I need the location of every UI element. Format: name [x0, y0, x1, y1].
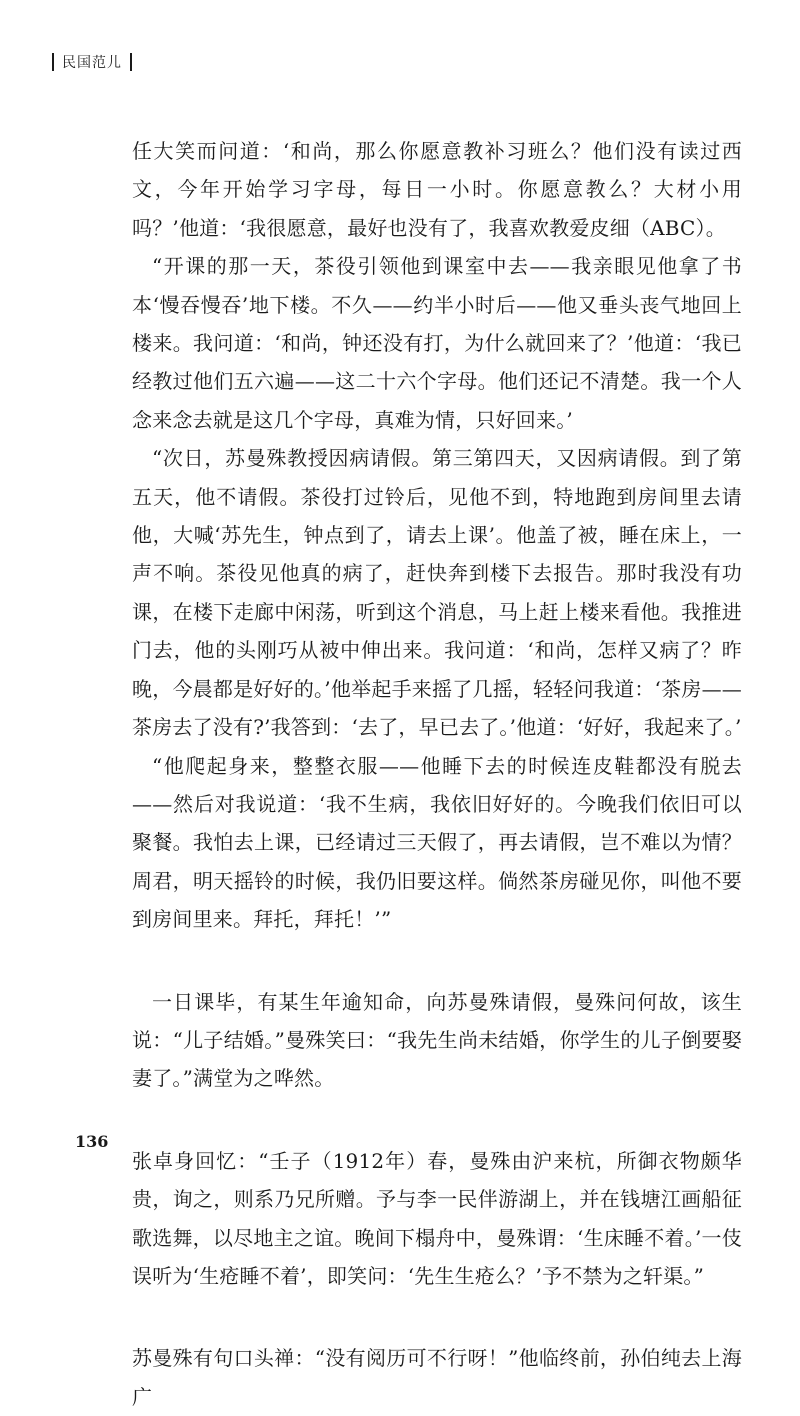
- paragraph: 苏曼殊有句口头禅：“没有阅历可不行呀！”他临终前，孙伯纯去上海广: [132, 1346, 742, 1409]
- body-text: [132, 132, 742, 1416]
- header-left-rule: [52, 53, 54, 71]
- anecdote-4: [132, 1339, 742, 1416]
- header-right-rule: [130, 53, 132, 71]
- book-title: 民国范儿: [62, 55, 122, 71]
- anecdote-2: [132, 983, 742, 1098]
- paragraph: 一日课毕，有某生年逾知命，向苏曼殊请假，曼殊问何故，该生说：“儿子结婚。”曼殊笑曰：“我先生尚未结婚，你学生的儿子倒要娶妻了。”满堂为之哗然。: [132, 989, 742, 1091]
- paragraph: 任大笑而问道：‘和尚，那么你愿意教补习班么？他们没有读过西文，今年开始学习字母，每日一小时。你愿意教么？大材小用吗？’他道：‘我很愿意，最好也没有了，我喜欢教爱皮细（ABC）。: [132, 139, 742, 240]
- page-number: 136: [75, 1132, 109, 1151]
- paragraph: 张卓身回忆：“壬子（1912年）春，曼殊由沪来杭，所御衣物颇华贵，询之，则系乃兄所赠。予与李一民伴游湖上，并在钱塘江画船征歌选舞，以尽地主之谊。晚间下榻舟中，曼殊谓：‘生床睡不着。’一伎误听为‘生疮睡不着’，即笑问：‘先生生疮么？’予不禁为之轩渠。”: [132, 1148, 742, 1288]
- anecdote-3: [132, 1142, 742, 1296]
- anecdote-1: [132, 132, 742, 939]
- running-header: [52, 50, 132, 74]
- paragraph: “次日，苏曼殊教授因病请假。第三第四天，又因病请假。到了第五天，他不请假。茶役打过铃后，见他不到，特地跑到房间里去请他，大喊‘苏先生，钟点到了，请去上课’。他盖了被，睡在床上，一声不响。茶役见他真的病了，赶快奔到楼下去报告。那时我没有功课，在楼下走廊中闲荡，听到这个消息，马上赶上楼来看他。我推进门去，他的头刚巧从被中伸出来。我问道：‘和尚，怎样又病了？昨晚，今晨都是好好的。’他举起手来摇了几摇，轻轻问我道：‘茶房——茶房去了没有?’我答到：‘去了，早已去了。’他道：‘好好，我起来了。’: [132, 446, 742, 740]
- paragraph: “他爬起身来，整整衣服——他睡下去的时候连皮鞋都没有脱去——然后对我说道：‘我不生病，我依旧好好的。今晚我们依旧可以聚餐。我怕去上课，已经请过三天假了，再去请假，岂不难以为情？周君，明天摇铃的时候，我仍旧要这样。倘然茶房碰见你，叫他不要到房间里来。拜托，拜托！’”: [132, 753, 742, 932]
- paragraph: “开课的那一天，茶役引领他到课室中去——我亲眼见他拿了书本‘慢吞慢吞’地下楼。不久——约半小时后——他又垂头丧气地回上楼来。我问道：‘和尚，钟还没有打，为什么就回来了？’他道：‘我已经教过他们五六遍——这二十六个字母。他们还记不清楚。我一个人念来念去就是这几个字母，真难为情，只好回来。’: [132, 254, 742, 432]
